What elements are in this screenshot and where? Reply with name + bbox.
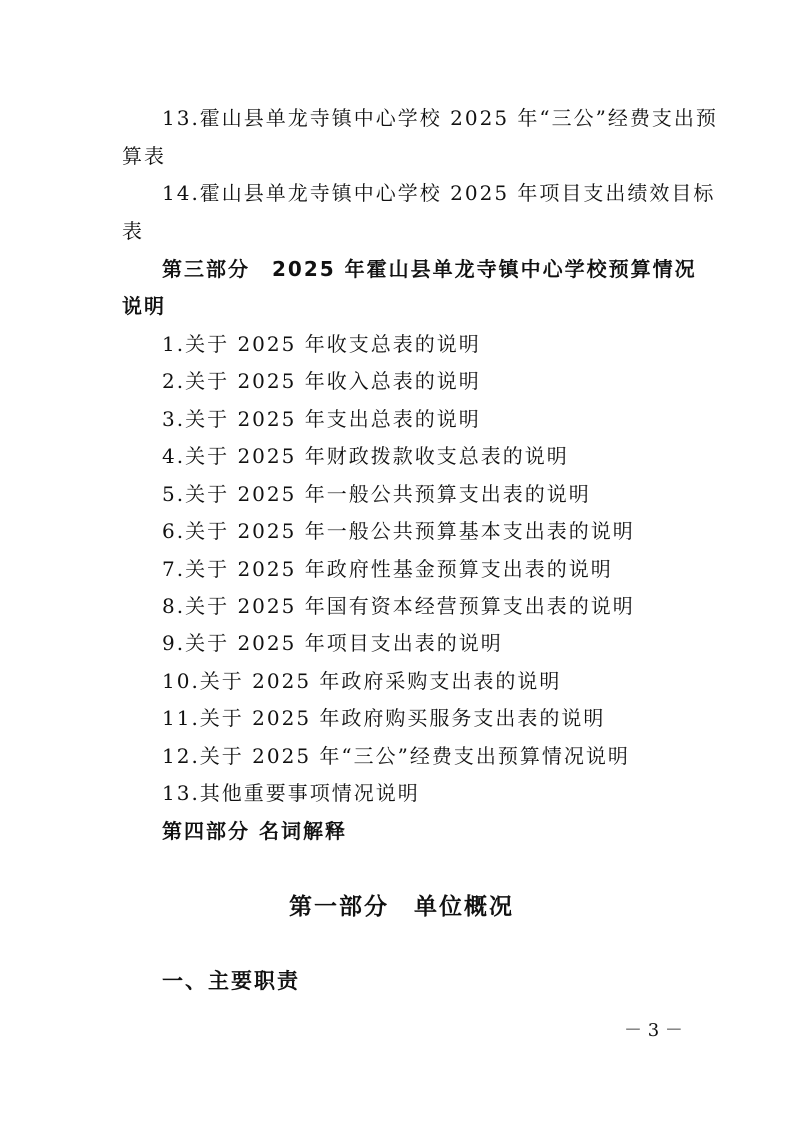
toc-item-14-line1: 14.霍山县单龙寺镇中心学校 2025 年项目支出绩效目标	[162, 181, 716, 205]
toc-item-13-line1: 13.霍山县单龙寺镇中心学校 2025 年“三公”经费支出预	[162, 106, 718, 130]
toc-part3-item: 7.关于 2025 年政府性基金预算支出表的说明	[162, 557, 613, 581]
toc-part3-item: 11.关于 2025 年政府购买服务支出表的说明	[162, 706, 606, 730]
toc-item-14-line2: 表	[122, 219, 144, 243]
toc-part3-item: 13.其他重要事项情况说明	[162, 781, 420, 805]
toc-part3-item: 10.关于 2025 年政府采购支出表的说明	[162, 669, 562, 693]
toc-part3-item: 6.关于 2025 年一般公共预算基本支出表的说明	[162, 519, 635, 543]
toc-part3-item: 3.关于 2025 年支出总表的说明	[162, 407, 481, 431]
toc-part3-item: 2.关于 2025 年收入总表的说明	[162, 369, 481, 393]
toc-part3-item: 8.关于 2025 年国有资本经营预算支出表的说明	[162, 594, 635, 618]
toc-item-13-line2: 算表	[122, 144, 166, 168]
toc-part3-item: 12.关于 2025 年“三公”经费支出预算情况说明	[162, 744, 630, 768]
toc-part4-heading: 第四部分 名词解释	[162, 819, 347, 843]
toc-part3-heading-line1: 第三部分 2025 年霍山县单龙寺镇中心学校预算情况	[162, 257, 697, 281]
toc-part3-item: 4.关于 2025 年财政拨款收支总表的说明	[162, 444, 569, 468]
toc-part3-heading-line2: 说明	[122, 294, 166, 318]
toc-part3-item: 1.关于 2025 年收支总表的说明	[162, 332, 481, 356]
section-title: 第一部分 单位概况	[289, 894, 514, 920]
toc-part3-item: 9.关于 2025 年项目支出表的说明	[162, 631, 503, 655]
subsection-title: 一、主要职责	[162, 969, 300, 993]
toc-part3-item: 5.关于 2025 年一般公共预算支出表的说明	[162, 482, 591, 506]
page-number: － 3 －	[624, 1020, 683, 1041]
